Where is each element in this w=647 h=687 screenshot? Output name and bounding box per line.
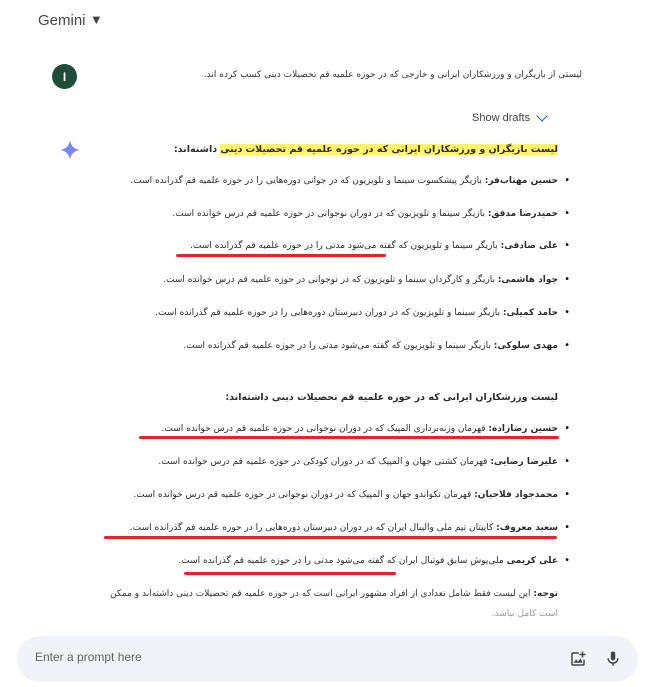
section-heading-athletes: لیست ورزشکاران ایرانی که در حوزه علمیه قم تحصیلات دینی داشته‌اند: <box>225 392 558 403</box>
list-item: • جواد هاشمی: بازیگر و کارگردان سینما و تلویزیون که در نوجوانی در حوزه علمیه قم درس خوانده است. <box>163 275 558 285</box>
list-item: • محمدجواد فلاحیان: قهرمان تکواندو جهان و المپیک که در دوران نوجوانی در حوزه علمیه قم درس خوانده است. <box>133 490 558 500</box>
show-drafts-label: Show drafts <box>472 112 531 124</box>
list-item: • حمیدرضا مدقق: بازیگر سینما و تلویزیون که در دوران نوجوانی در حوزه علمیه قم درس خوانده است. <box>172 209 558 219</box>
dropdown-caret-icon: ▼ <box>92 15 101 26</box>
list-item: • حامد کمیلی: بازیگر سینما و تلویزیون که در دوران دبیرستان دوره‌هایی را در حوزه علمیه قم گذرانده است. <box>155 308 558 318</box>
list-item: • حسین مهتاب‌فر: بازیگر پیشکسوت سینما و تلویزیون که در جوانی دوره‌هایی را در حوزه علمیه قم گذرانده است. <box>130 176 558 186</box>
prompt-bar <box>17 636 638 682</box>
red-underline-annotation <box>176 254 386 257</box>
add-image-icon[interactable] <box>569 650 587 668</box>
gemini-sparkle-icon <box>59 139 81 161</box>
show-drafts-button[interactable] <box>472 112 546 124</box>
list-item: • حسین رضازاده: قهرمان وزنه‌برداری المپیک که در دوران نوجوانی در حوزه علمیه قم درس خوانده است. <box>162 424 558 434</box>
user-prompt-text: لیستی از بازیگران و ورزشکاران ایرانی و خارجی که در حوزه علمیه قم تحصیلات دینی کسب کرده اند. <box>203 70 582 80</box>
model-switcher[interactable] <box>38 12 100 29</box>
highlighted-text: لیست بازیگران و ورزشکاران ایرانی که در حوزه علمیه قم تحصیلات دینی <box>220 144 558 155</box>
list-item: • مهدی سلوکی: بازیگر سینما و تلویزیون که گفته می‌شود مدتی را در حوزه علمیه قم گذرانده است. <box>183 341 558 351</box>
note-paragraph: توجه: این لیست فقط شامل تعدادی از افراد مشهور ایرانی است که در حوزه علمیه قم تحصیلات دینی داشته‌اند و ممکن است کامل نباشد. <box>110 589 558 619</box>
microphone-icon[interactable] <box>604 649 622 669</box>
red-underline-annotation <box>104 536 557 539</box>
chevron-down-icon <box>536 110 547 121</box>
list-item: • علیرضا رضایی: قهرمان کشتی جهان و المپیک که در دوران کودکی در حوزه علمیه قم درس خوانده است. <box>158 457 558 467</box>
app-title: Gemini <box>38 12 86 29</box>
list-item: • علی کریمی ملی‌پوش سابق فوتبال ایران که گفته می‌شود مدتی را در حوزه علمیه قم گذرانده است. <box>178 556 558 566</box>
section-heading-actors: لیست بازیگران و ورزشکاران ایرانی که در حوزه علمیه قم تحصیلات دینی داشته‌اند: <box>173 144 558 155</box>
red-underline-annotation <box>139 436 559 439</box>
list-item: • علی صادقی: بازیگر سینما و تلویزیون که گفته می‌شود مدتی را در حوزه علمیه قم گذرانده است. <box>190 241 558 251</box>
user-message-row <box>52 64 612 94</box>
list-item: • سعید معروف: کاپیتان تیم ملی والیبال ایران که در دوران دبیرستان دوره‌هایی را در حوزه علمیه قم گذرانده است. <box>130 523 558 533</box>
prompt-input[interactable] <box>33 649 477 665</box>
red-underline-annotation <box>184 572 396 575</box>
user-avatar[interactable]: I <box>52 64 77 89</box>
